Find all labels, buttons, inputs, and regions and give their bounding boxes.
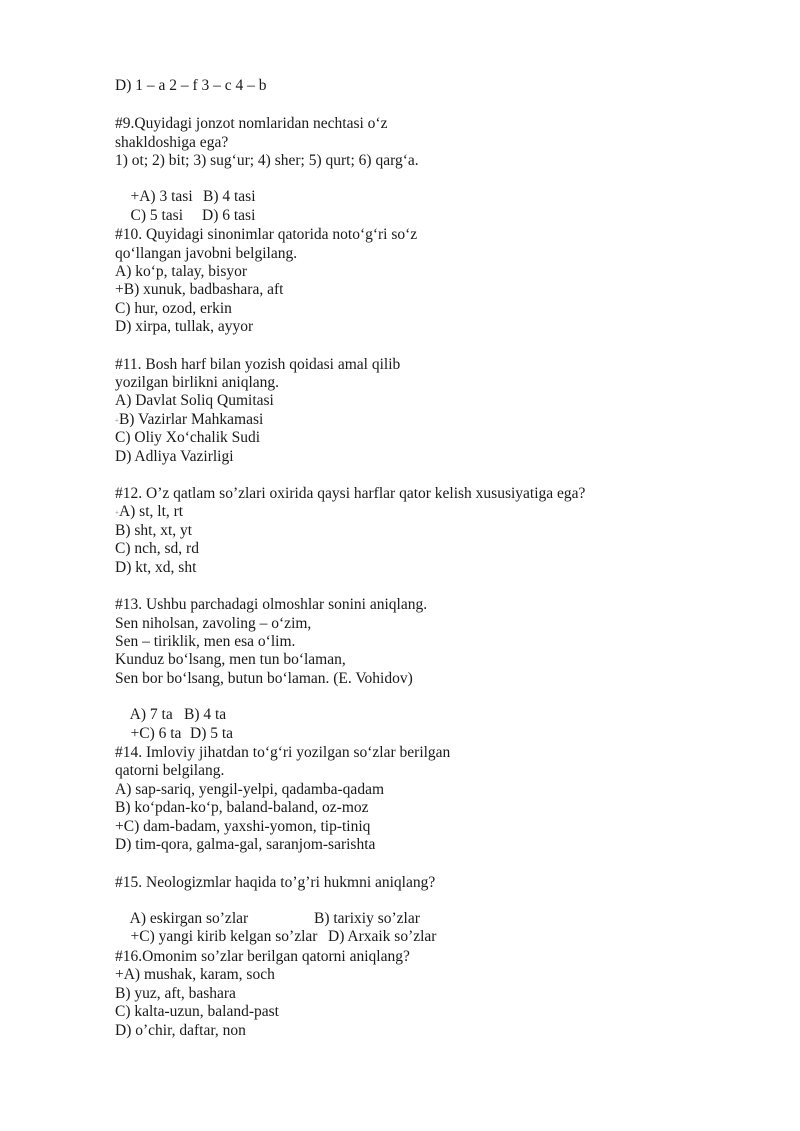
q16-option-b: B) yuz, aft, bashara [115,985,236,1002]
q11-option-b-line [115,411,263,429]
q11-option-c: C) Oliy Xo‘chalik Sudi [115,429,261,446]
q14-title-line2: qatorni belgilang. [115,762,225,779]
q12-answer-mark: + [115,508,119,517]
q16-option-a: +A) mushak, karam, soch [115,966,275,983]
q10-option-b: +B) xunuk, badbashara, aft [115,281,284,298]
q15-option-b: B) tarixiy so’zlar [314,910,420,927]
q14-option-d: D) tim-qora, galma-gal, saranjom-sarishta [115,836,376,853]
q12-title: #12. O’z qatlam so’zlari oxirida qaysi harflar qator kelish xususiyatiga ega? [115,485,586,502]
q13-option-c: +C) 6 ta [130,725,182,742]
q11-answer-mark: + [115,416,119,425]
q10-title-line2: qo‘llangan javobni belgilang. [115,245,298,262]
q13-option-a: A) 7 ta [129,706,173,723]
q9-title-line1: #9.Quyidagi jonzot nomlaridan nechtasi o‘z [115,115,388,132]
q9-option-c: C) 5 tasi [130,207,184,224]
q12-option-c: C) nch, sd, rd [115,540,199,557]
q16-title: #16.Omonim so’zlar berilgan qatorni aniqlang? [115,948,410,965]
q10-option-a: A) ko‘p, talay, bisyor [115,263,248,280]
q16-option-d: D) o’chir, daftar, non [115,1022,246,1039]
q9-option-b: B) 4 tasi [203,188,256,205]
q10-title-line1: #10. Quyidagi sinonimlar qatorida noto‘g‘ri so‘z [115,226,418,243]
q11-title-line2: yozilgan birlikni aniqlang. [115,374,280,391]
q14-option-b: B) ko‘pdan-ko‘p, baland-baland, oz-moz [115,799,369,816]
q13-poem-line1: Sen niholsan, zavoling – o‘zim, [115,615,312,632]
q14-option-a: A) sap-sariq, yengil-yelpi, qadamba-qadam [115,781,385,798]
q16-option-c: C) kalta-uzun, baland-past [115,1003,279,1020]
q15-title: #15. Neologizmlar haqida to’g’ri hukmni aniqlang? [115,874,436,891]
q9-option-a: +A) 3 tasi [130,188,193,205]
q12-option-b: B) sht, xt, yt [115,522,193,539]
q13-poem-line3: Kunduz bo‘lsang, men tun bo‘laman, [115,651,346,668]
q13-option-b: B) 4 ta [184,706,227,723]
q13-poem-line2: Sen – tiriklik, men esa o‘lim. [115,633,296,650]
q11-option-b: B) Vazirlar Mahkamasi [118,411,264,428]
q10-option-d: D) xirpa, tullak, ayyor [115,318,254,335]
q9-title-line2: shakldoshiga ega? [115,134,229,151]
q12-option-a: A) st, lt, rt [118,503,184,520]
q10-option-c: C) hur, ozod, erkin [115,300,232,317]
q11-option-d: D) Adliya Vazirligi [115,448,234,465]
q13-poem-line4: Sen bor bo‘lsang, butun bo‘laman. (E. Vohidov) [115,670,413,687]
q12-option-d: D) kt, xd, sht [115,559,197,576]
q15-option-d: D) Arxaik so’zlar [328,928,437,945]
q14-title-line1: #14. Imloviy jihatdan to‘g‘ri yozilgan so‘zlar berilgan [115,744,451,761]
q11-title-line1: #11. Bosh harf bilan yozish qoidasi amal qilib [115,356,401,373]
q9-list: 1) ot; 2) bit; 3) sug‘ur; 4) sher; 5) qurt; 6) qarg‘a. [115,152,419,169]
q13-option-d: D) 5 ta [190,725,234,742]
q15-option-c: +C) yangi kirib kelgan so’zlar [130,928,318,945]
q15-option-a: A) eskirgan so’zlar [129,910,249,927]
q14-option-c: +C) dam-badam, yaxshi-yomon, tip-tiniq [115,818,371,835]
q13-title: #13. Ushbu parchadagi olmoshlar sonini aniqlang. [115,596,428,613]
q11-option-a: A) Davlat Soliq Qumitasi [115,392,274,409]
q12-option-a-line [115,503,183,521]
q8-option-d: D) 1 – a 2 – f 3 – c 4 – b [115,77,267,94]
q9-option-d: D) 6 tasi [202,207,256,224]
